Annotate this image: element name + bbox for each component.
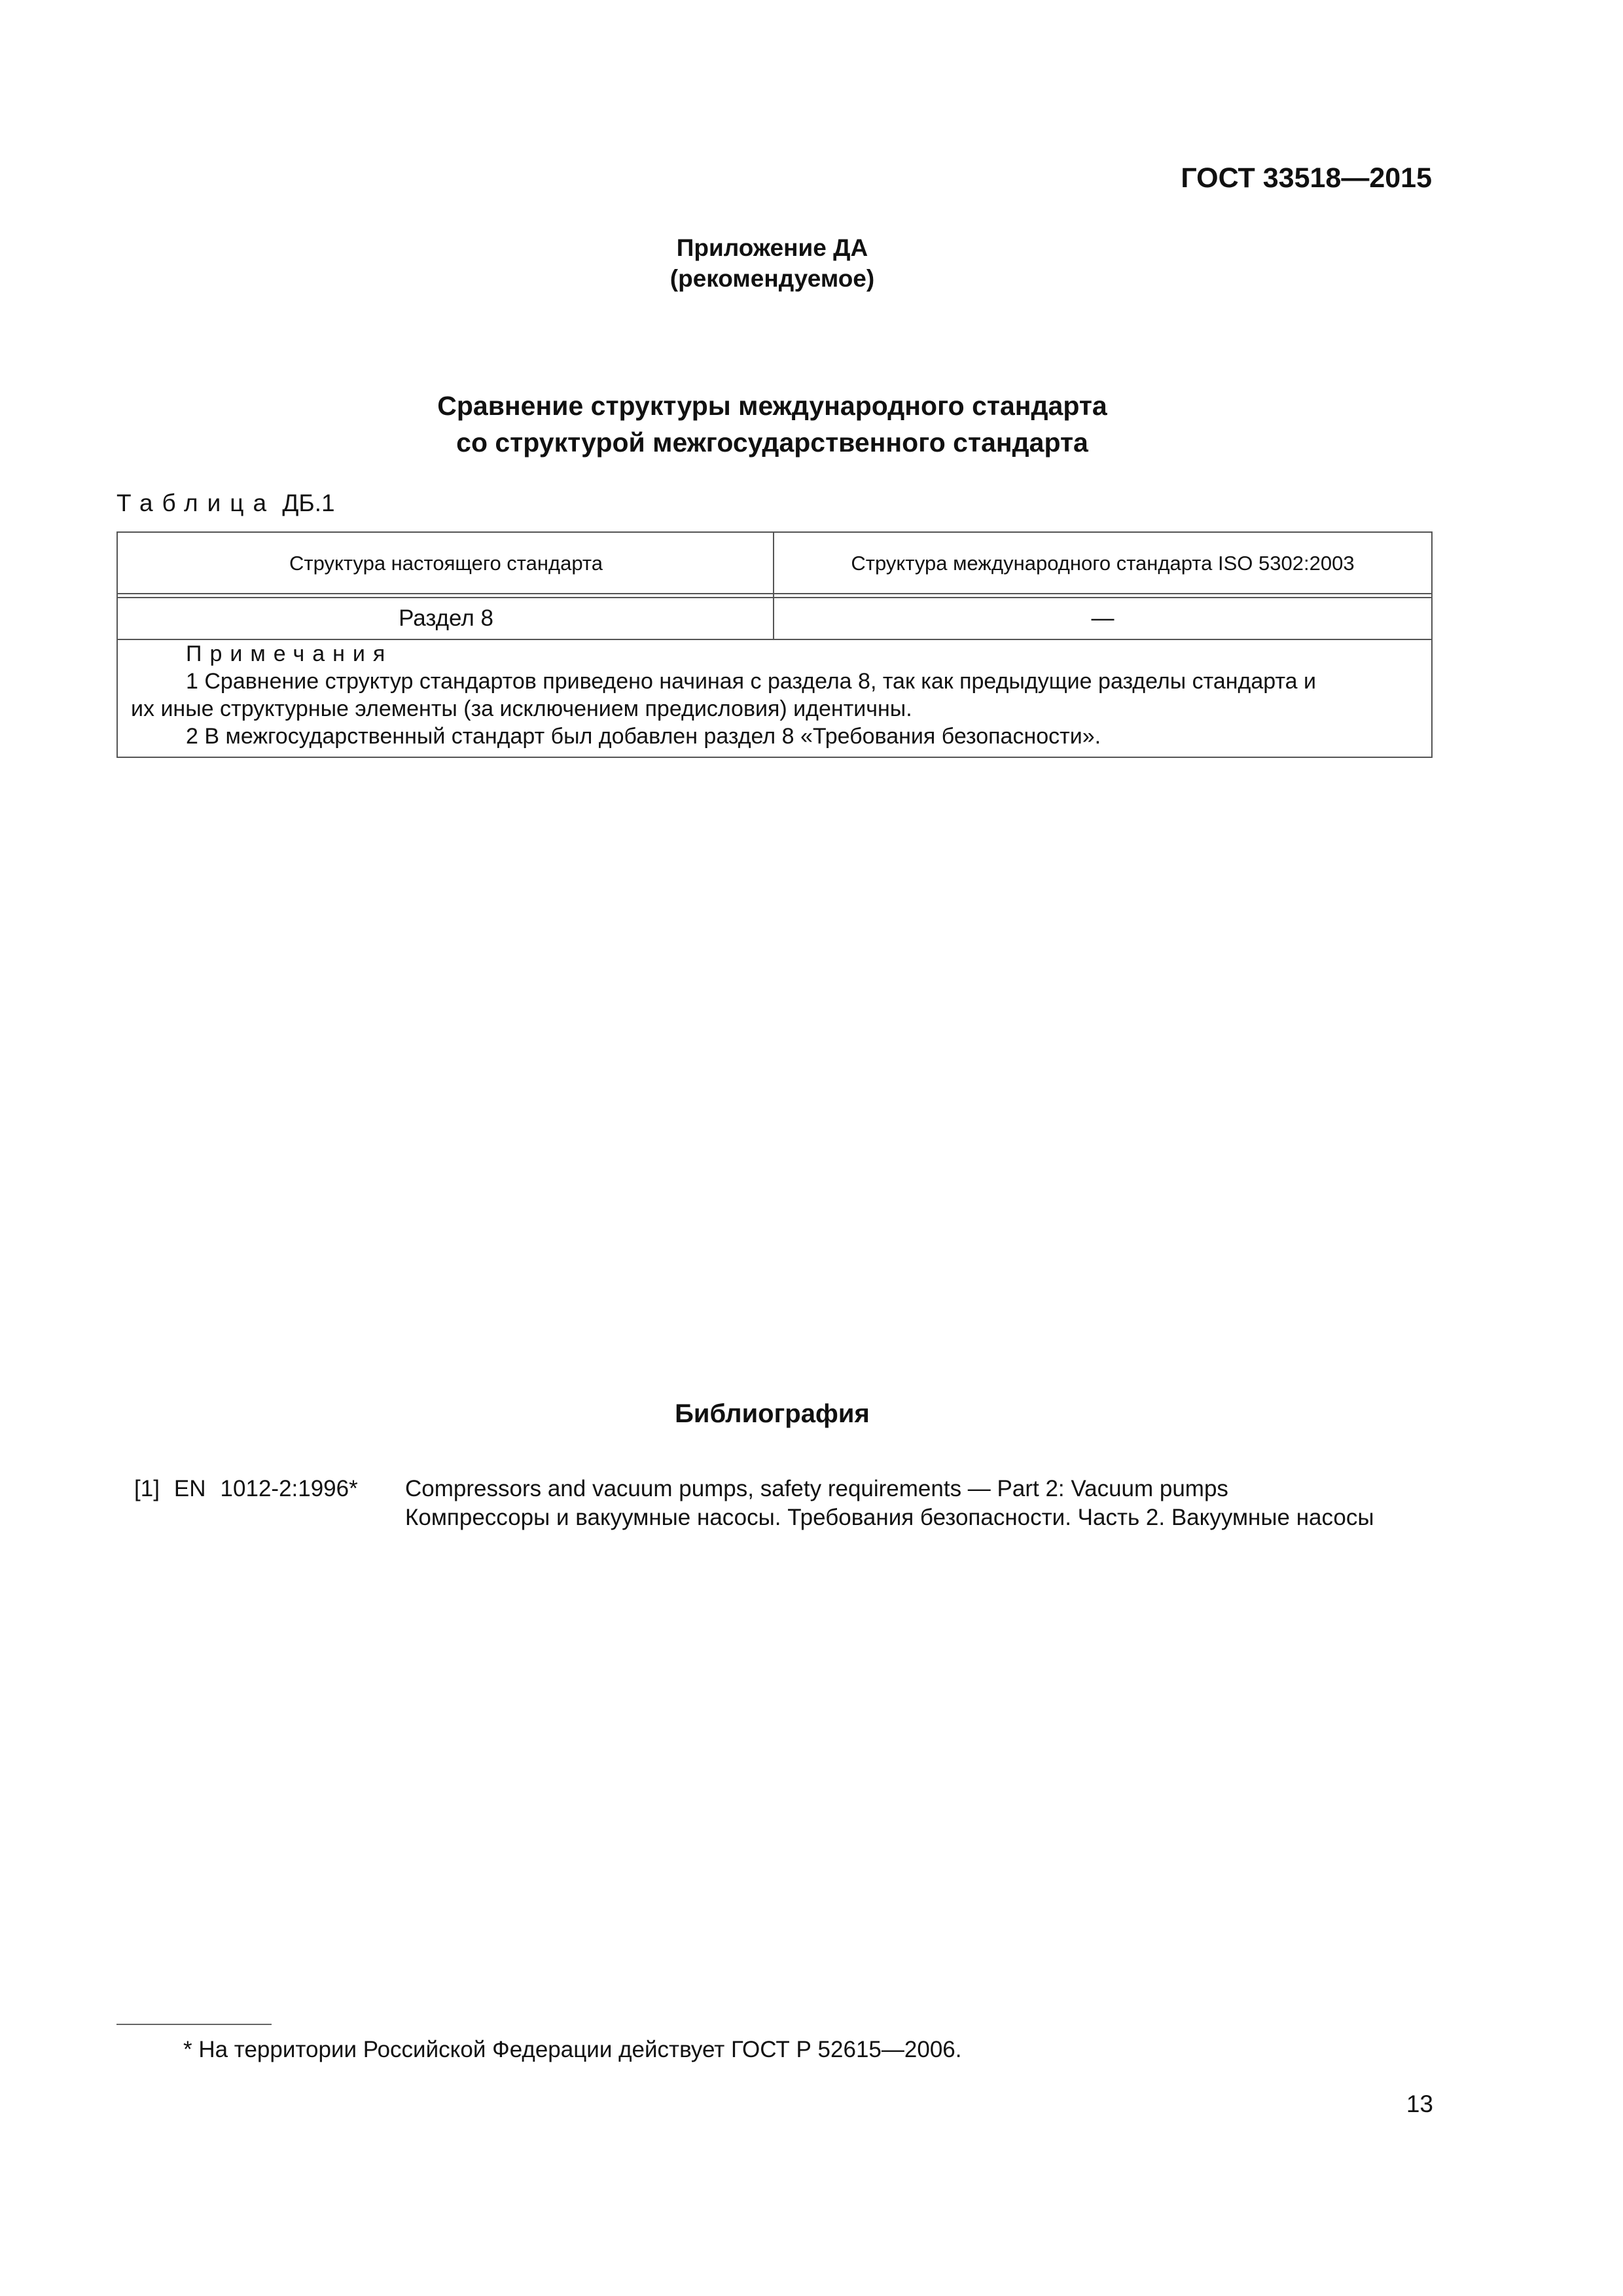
note-1-line-1: 1 Сравнение структур стандартов приведено начиная с раздела 8, так как предыдущие разделы стандарта и	[186, 669, 1316, 694]
bibliography-entry-text	[405, 1475, 1418, 1532]
bibliography-entry-reference	[134, 1475, 396, 1503]
annex-heading	[0, 387, 1544, 461]
annex-label	[0, 232, 1544, 294]
annex-title: Приложение ДА	[676, 234, 868, 261]
table-caption-word: Таблица	[116, 490, 276, 516]
footnote: * На территории Российской Федерации действует ГОСТ Р 52615—2006.	[183, 2037, 962, 2062]
annex-status: (рекомендуемое)	[669, 265, 875, 292]
page-number: 13	[1406, 2090, 1433, 2117]
note-1-line-2: их иные структурные элементы (за исключением предисловия) идентичны.	[131, 696, 912, 721]
table-cell: Раздел 8	[399, 605, 493, 631]
note-2: 2 В межгосударственный стандарт был добавлен раздел 8 «Требования безопасности».	[186, 724, 1101, 749]
table-caption	[116, 490, 335, 517]
bibliography-entry-number: [1]	[134, 1476, 160, 1501]
notes-header: Примечания	[186, 641, 393, 666]
bibliography-entry-prefix: EN	[173, 1476, 206, 1501]
annex-heading-line2: со структурой межгосударственного стандарта	[456, 427, 1088, 457]
table-header-cell: Структура настоящего стандарта	[289, 552, 603, 575]
bibliography-entry-title-ru: Компрессоры и вакуумные насосы. Требования безопасности. Часть 2. Вакуумные насосы	[405, 1505, 1374, 1530]
header-divider-top	[118, 593, 1431, 594]
footnote-separator	[116, 2024, 272, 2025]
column-divider	[773, 533, 774, 639]
bibliography-entry-designation: 1012-2:1996*	[220, 1476, 358, 1501]
standard-code: ГОСТ 33518—2015	[1181, 162, 1432, 194]
table-cell: —	[1091, 605, 1115, 631]
bibliography-entry-title-en: Compressors and vacuum pumps, safety requirements — Part 2: Vacuum pumps	[405, 1476, 1228, 1501]
bibliography-title: Библиография	[675, 1399, 870, 1428]
table-notes	[116, 640, 1433, 750]
annex-heading-line1: Сравнение структуры международного стандарта	[437, 391, 1107, 421]
table-header-cell: Структура международного стандарта ISO 5302:2003	[851, 552, 1355, 575]
table-caption-number: ДБ.1	[282, 490, 335, 516]
